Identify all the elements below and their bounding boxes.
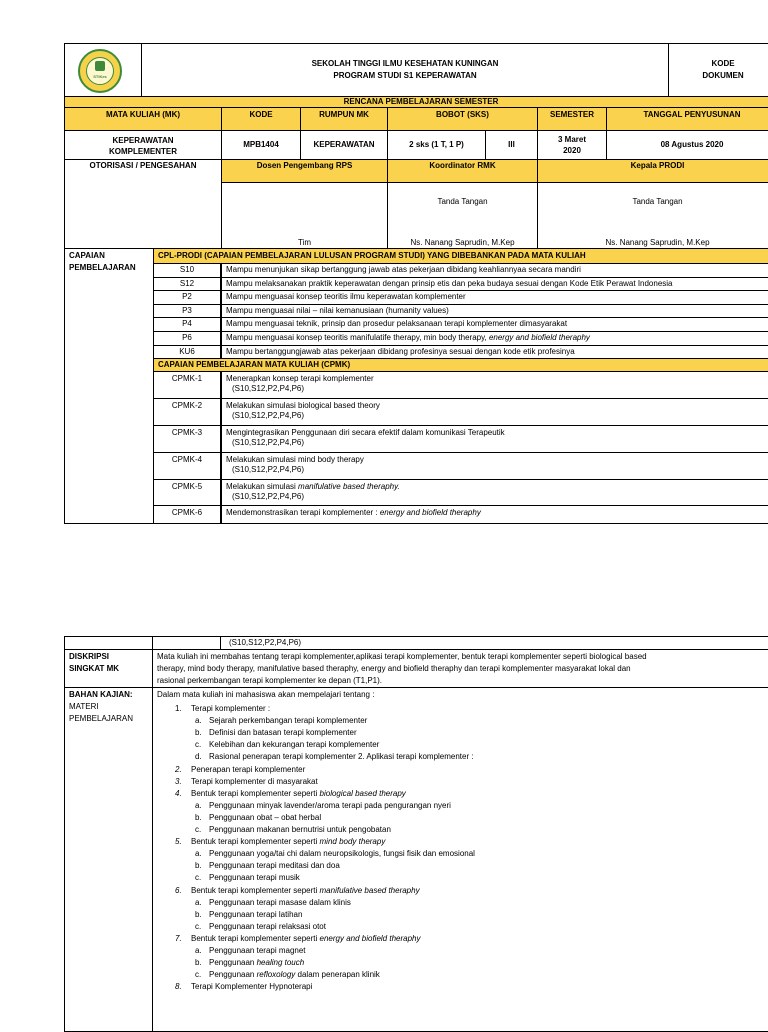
col-bobot: BOBOT (SKS) (387, 107, 538, 131)
program-name: PROGRAM STUDI S1 KEPERAWATAN (333, 71, 477, 80)
bahan-kajian-label: BAHAN KAJIAN: MATERI PEMBELAJARAN (64, 687, 153, 1032)
cpmk-code: CPMK-4 (153, 452, 221, 480)
cpmk-desc: Melakukan simulasi manifulative based theraphy. (S10,S12,P2,P4,P6) (221, 479, 768, 506)
cpl-code: S10 (153, 263, 221, 278)
cpmk-row (153, 505, 768, 524)
cpl-row (153, 263, 768, 278)
cpl-prodi-title: CPL-PRODI (CAPAIAN PEMBELAJARAN LULUSAN PROGRAM STUDI) YANG DIBEBANKAN PADA MATA KULIAH (153, 248, 768, 264)
bahan-intro: Dalam mata kuliah ini mahasiswa akan mempelajari tentang : (157, 690, 375, 699)
course-semester: III (485, 130, 538, 160)
capaian-label: CAPAIAN PEMBELAJARAN (64, 248, 154, 524)
kaprodi-name: Ns. Nanang Saprudin, M.Kep (605, 238, 710, 247)
course-rumpun: KEPERAWATAN (300, 130, 388, 160)
col-kode: KODE (221, 107, 301, 131)
col-rumpun: RUMPUN MK (300, 107, 388, 131)
course-date: 3 Maret 2020 (537, 130, 607, 160)
cpl-row (153, 331, 768, 346)
cpmk-row (153, 479, 768, 506)
cpmk-row (153, 398, 768, 426)
otorisasi-label: OTORISASI / PENGESAHAN (64, 159, 222, 249)
cpmk-code: CPMK-2 (153, 398, 221, 426)
institution-logo: STIKes (78, 49, 122, 93)
deskripsi-text: Mata kuliah ini membahas tentang terapi komplementer,aplikasi terapi komplementer, bentuk terapi komplementer seperti biological based therapy, mind body therapy, manifulative based theraphy, energy and biofield theraphy dan terapi komplementer masyarakat lokal dan rasional perkembangan terapi komplementer ke depan (T1,P1). (152, 649, 768, 688)
col-tanggal: TANGGAL PENYUSUNAN (606, 107, 768, 131)
cpl-code: P3 (153, 304, 221, 319)
course-kode: MPB1404 (221, 130, 301, 160)
bahan-kajian-content: Dalam mata kuliah ini mahasiswa akan mempelajari tentang : 1. Terapi komplementer : a. Sejarah perkembangan terapi komplementer b. Definisi dan batasan terapi komplementer c. Kelebihan dan kekurangan terapi komplementer d. Rasional penerapan terapi komplementer 2. Aplikasi terapi komplementer : 2. Penerapan terapi komplementer 3. Terapi komplementer di masyarakat 4. Bentuk terapi komplementer seperti biological based therapy a. Penggunaan minyak lavender/aroma terapi pada pengurangan nyeri b. Penggunaan obat – obat herbal c. Penggunaan makanan bernutrisi untuk pengobatan 5. Bentuk terapi komplementer seperti mind body therapy a. Penggunaan yoga/tai chi dalam neuropsikologis, fungsi fisik dan emosional b. Penggunaan terapi meditasi dan doa c. Penggunaan terapi musik 6. Bentuk terapi komplementer seperti manifulative based theraphy a. Penggunaan terapi masase dalam klinis b. Penggunaan terapi latihan c. Penggunaan terapi relaksasi otot 7. Bentuk terapi komplementer seperti energy and biofield theraphy a. Penggunaan terapi magnet b. Penggunaan healing touch c. Penggunaan refloxology dalam penerapan klinik 8. Terapi Komplementer Hypnoterapi (152, 687, 768, 1032)
cpl-desc: Mampu menguasai teknik, prinsip dan prosedur pelaksanaan terapi komplementer dimasyarakat (221, 317, 768, 332)
cpl-desc: Mampu menguasai nilai – nilai kemanusiaan (humanity values) (221, 304, 768, 319)
cpmk-desc: Melakukan simulasi mind body therapy (S10,S12,P2,P4,P6) (221, 452, 768, 480)
course-tanggal: 08 Agustus 2020 (606, 130, 768, 160)
cpl-code: P4 (153, 317, 221, 332)
koordinator-signature (387, 182, 538, 249)
kode-dokumen-cell: KODE DOKUMEN (668, 43, 768, 97)
cpl-desc: Mampu melaksanakan praktik keperawatan dengan prinsip etis dan peka budaya sesuai dengan Kode Etik Perawat Indonesia (221, 277, 768, 292)
koordinator-header: Koordinator RMK (387, 159, 538, 183)
koordinator-name: Ns. Nanang Saprudin, M.Kep (410, 238, 515, 247)
cpl-row (153, 290, 768, 305)
kaprodi-signature (537, 182, 768, 249)
kaprodi-header: Kepala PRODI (537, 159, 768, 183)
carry-code-cell (152, 636, 221, 650)
cpmk-code: CPMK-3 (153, 425, 221, 453)
cpl-code: S12 (153, 277, 221, 292)
cpmk-code: CPMK-5 (153, 479, 221, 506)
cpl-row (153, 345, 768, 360)
cpmk-desc: Mendemonstrasikan terapi komplementer : energy and biofield theraphy (221, 505, 768, 524)
carry-desc: (S10,S12,P2,P4,P6) (220, 636, 768, 650)
cpmk-desc: Mengintegrasikan Penggunaan diri secara efektif dalam komunikasi Terapeutik (S10,S12,P2,P4,P6) (221, 425, 768, 453)
cpl-row (153, 277, 768, 292)
dosen-name: Tim (297, 238, 312, 247)
cpmk-code: CPMK-1 (153, 371, 221, 399)
cpl-code: KU6 (153, 345, 221, 360)
carry-label-cell (64, 636, 153, 650)
course-sks: 2 sks (1 T, 1 P) (387, 130, 486, 160)
cpmk-row (153, 425, 768, 453)
rps-title: RENCANA PEMBELAJARAN SEMESTER (64, 96, 768, 108)
course-name: KEPERAWATAN KOMPLEMENTER (64, 130, 222, 160)
cpl-row (153, 317, 768, 332)
cpl-desc: Mampu menguasai konsep teoritis manifulatife therapy, min body therapy, energy and biofield theraphy (221, 331, 768, 346)
deskripsi-label: DISKRIPSI SINGKAT MK (64, 649, 153, 688)
cpmk-row (153, 452, 768, 480)
dosen-signature (221, 182, 388, 249)
cpl-row (153, 304, 768, 319)
institution-name: SEKOLAH TINGGI ILMU KESEHATAN KUNINGAN (311, 59, 499, 68)
cpmk-desc: Menerapkan konsep terapi komplementer (S10,S12,P2,P4,P6) (221, 371, 768, 399)
cpl-desc: Mampu bertanggungjawab atas pekerjaan dibidang profesinya sesuai dengan kode etik profesinya (221, 345, 768, 360)
signature-placeholder: Tanda Tangan (632, 197, 683, 206)
cpmk-row (153, 371, 768, 399)
header-title-cell (141, 43, 669, 97)
cpmk-desc: Melakukan simulasi biological based theory (S10,S12,P2,P4,P6) (221, 398, 768, 426)
dosen-header: Dosen Pengembang RPS (221, 159, 388, 183)
cpl-code: P2 (153, 290, 221, 305)
cpl-desc: Mampu menunjukan sikap bertanggung jawab atas pekerjaan dibidang keahliannyaa secara mandiri (221, 263, 768, 278)
col-semester: SEMESTER (537, 107, 607, 131)
logo-cell (64, 43, 142, 97)
cpl-code: P6 (153, 331, 221, 346)
signature-placeholder: Tanda Tangan (437, 197, 488, 206)
col-mata-kuliah: MATA KULIAH (MK) (64, 107, 222, 131)
cpl-desc: Mampu menguasai konsep teoritis ilmu keperawatan komplementer (221, 290, 768, 305)
cpmk-title: CAPAIAN PEMBELAJARAN MATA KULIAH (CPMK) (153, 358, 768, 372)
cpmk-code: CPMK-6 (153, 505, 221, 524)
